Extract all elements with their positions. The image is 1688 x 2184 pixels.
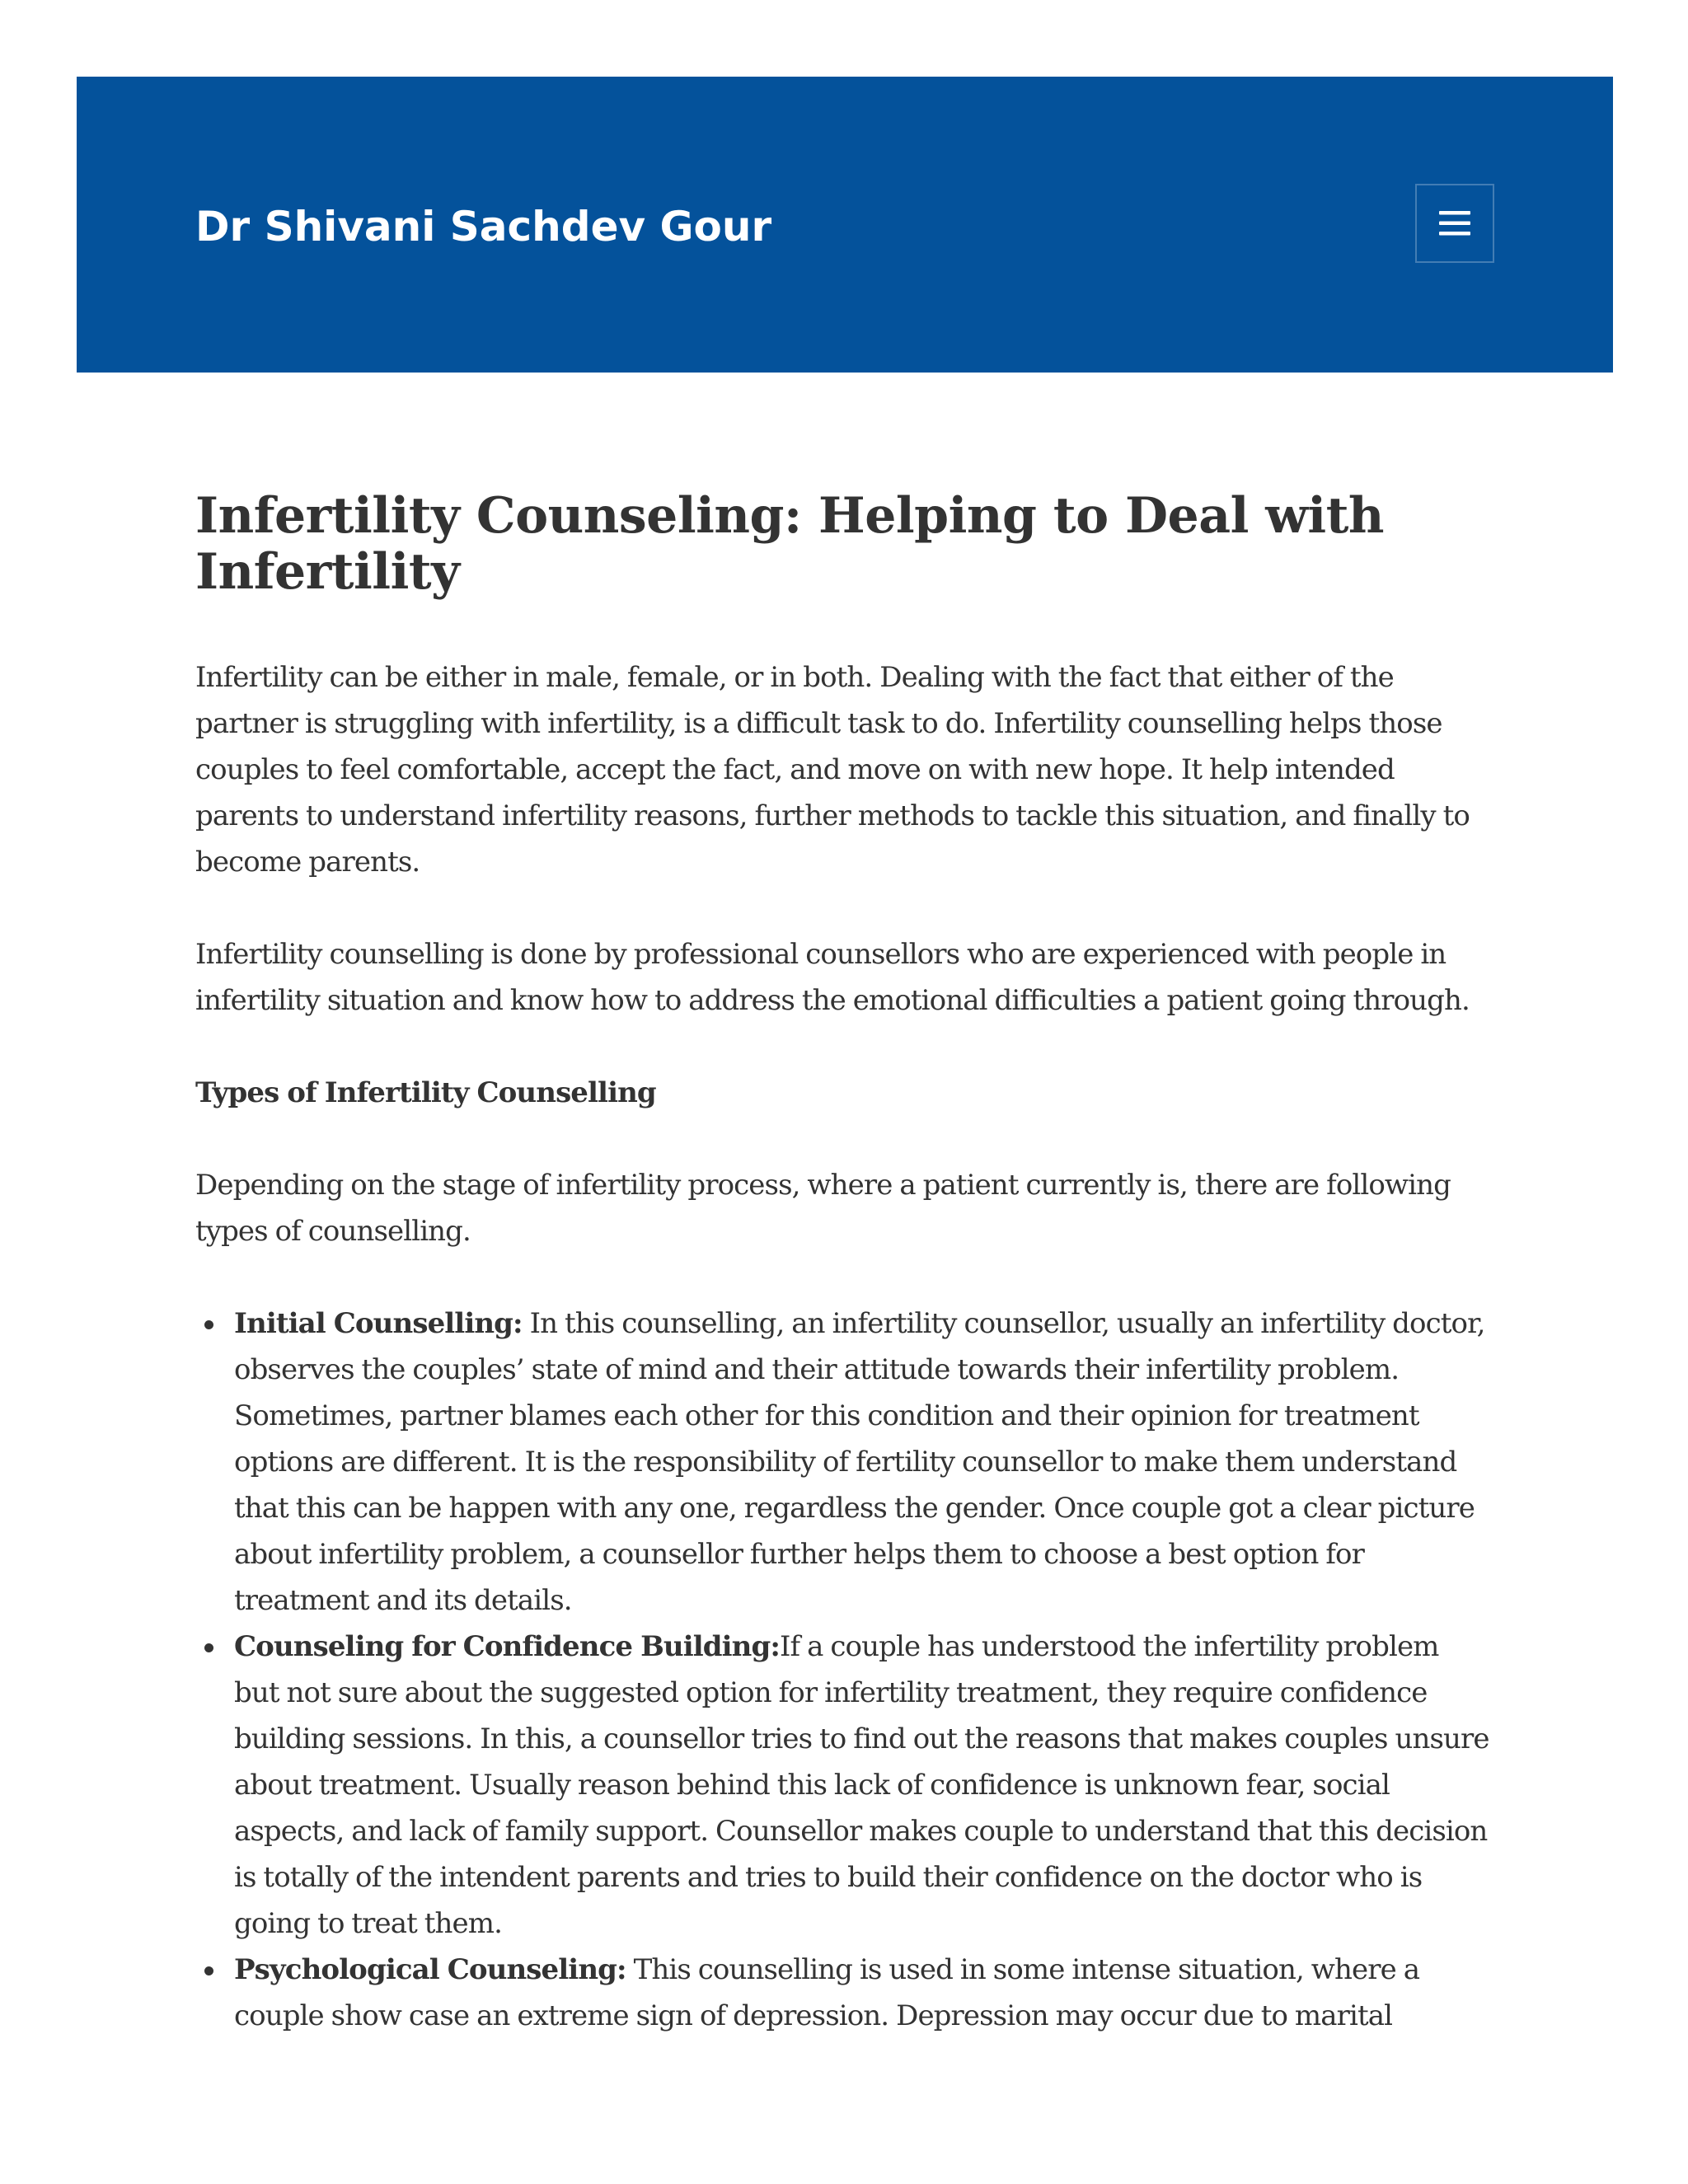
list-item-term: Psychological Counseling: [234, 1953, 626, 1986]
list-intro: Depending on the stage of infertility process, where a patient currently is, there are following types of counselling. [195, 1169, 1451, 1248]
site-header [77, 77, 1613, 373]
list-item-text: This counselling is used in some intense situation, where a couple show case an extreme sign of depression. Depression may occur due to marital [234, 1953, 1420, 2032]
article-paragraph: Infertility can be either in male, female, or in both. Dealing with the fact that either of the partner is struggling with infertility, is a difficult task to do. Infertility counselling helps those couples to feel comfortable, accept the fact, and move on with new hope. It help intended parents to understand infertility reasons, further methods to tackle this situation, and finally to become parents. [195, 661, 1470, 879]
counselling-types-list [195, 1301, 1489, 2039]
bullet-icon [204, 1966, 213, 1975]
article-body [195, 654, 1489, 2039]
list-item-text: In this counselling, an infertility counsellor, usually an infertility doctor, observes the couples’ state of mind and their attitude towards their infertility problem. Sometimes, partner blames each other for this condition and their opinion for treatment options are different. It is the responsibility of fertility counsellor to make them understand that this can be happen with any one, regardless the gender. Once couple got a clear picture about infertility problem, a counsellor further helps them to choose a best option for treatment and its details. [234, 1307, 1485, 1617]
list-item [234, 1947, 1489, 2039]
list-item-term: Counseling for Confidence Building: [234, 1630, 780, 1663]
hamburger-menu-icon [1439, 211, 1470, 236]
list-item [234, 1301, 1489, 1624]
section-subheading: Types of Infertility Counselling [195, 1076, 656, 1109]
menu-toggle-button[interactable] [1415, 184, 1494, 263]
article-paragraph: Infertility counselling is done by professional counsellors who are experienced with people in infertility situation and know how to address the emotional difficulties a patient going through. [195, 938, 1470, 1017]
list-item [234, 1624, 1489, 1947]
list-item-text: If a couple has understood the infertility problem but not sure about the suggested option for infertility treatment, they require confidence building sessions. In this, a counsellor tries to find out the reasons that makes couples unsure about treatment. Usually reason behind this lack of confidence is unknown fear, social aspects, and lack of family support. Counsellor makes couple to understand that this decision is totally of the intendent parents and tries to build their confidence on the doctor who is going to treat them. [234, 1630, 1489, 1940]
list-item-term: Initial Counselling: [234, 1307, 523, 1340]
bullet-icon [204, 1320, 213, 1329]
bullet-icon [204, 1643, 213, 1652]
main-content [195, 488, 1489, 2039]
article-title: Infertility Counseling: Helping to Deal with Infertility [195, 487, 1385, 601]
site-title[interactable]: Dr Shivani Sachdev Gour [195, 203, 772, 251]
